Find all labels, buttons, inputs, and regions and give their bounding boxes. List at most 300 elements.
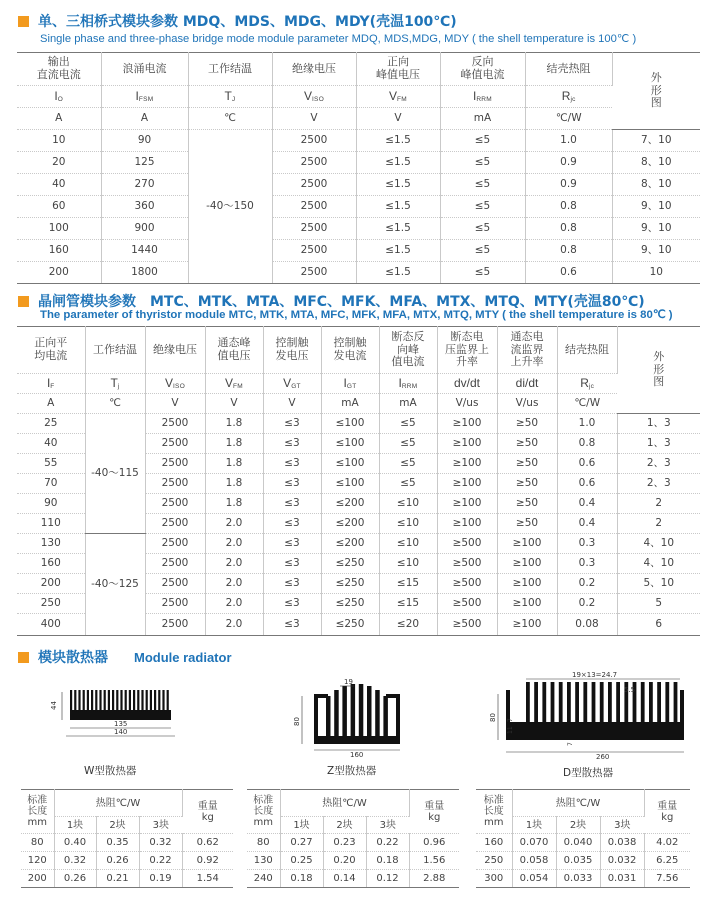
fin xyxy=(680,690,684,724)
symbol-dvdt: dv/dt xyxy=(437,374,497,394)
cell-r1: 0.18 xyxy=(280,870,323,888)
cell-r2: 0.035 xyxy=(556,852,600,870)
symbol-viso: VISO xyxy=(272,86,356,108)
cell-rjc: 0.8 xyxy=(525,240,612,262)
bridge-title-en: Single phase and three-phase bridge mode module parameter MDQ, MDS,MDG, MDY ( the shell temperature is 100℃ ) xyxy=(40,33,637,45)
col-header-vfm: 通态峰 值电压 xyxy=(205,327,263,374)
len-header xyxy=(247,790,280,834)
fin xyxy=(526,682,530,724)
radiator-section-title xyxy=(18,647,232,667)
cell-rjc: 0.2 xyxy=(557,574,617,594)
unit-viso: V xyxy=(145,394,205,414)
fin xyxy=(559,682,563,724)
unit-igt: mA xyxy=(321,394,379,414)
table-row xyxy=(21,834,233,852)
cell-r1: 0.070 xyxy=(512,834,556,852)
cell-rjc: 0.6 xyxy=(557,474,617,494)
fin xyxy=(375,690,380,736)
bridge-title-cn: 单、三相桥式模块参数 MDQ、MDS、MDG、MDY(壳温100℃) xyxy=(38,14,457,30)
cell-igt: ≤200 xyxy=(321,534,379,554)
unit-vgt: V xyxy=(263,394,321,414)
block-count-header: 1块 xyxy=(54,817,96,834)
cell-r2: 0.14 xyxy=(323,870,366,888)
block-count-header: 3块 xyxy=(366,817,409,834)
cell-wt: 0.62 xyxy=(182,834,233,852)
cell-dvdt: ≥500 xyxy=(437,594,497,614)
cell-irrm: ≤15 xyxy=(379,574,437,594)
cell-viso: 2500 xyxy=(272,174,356,196)
bullet-square-icon xyxy=(18,16,29,27)
thyristor-temp-range: -40～115 xyxy=(85,414,145,534)
cell-didt: ≥50 xyxy=(497,454,557,474)
len-header-line: mm xyxy=(253,817,273,828)
block-count-header: 3块 xyxy=(139,817,182,834)
cell-irrm: ≤5 xyxy=(379,434,437,454)
cell-rjc: 0.6 xyxy=(557,454,617,474)
fin xyxy=(154,690,156,712)
cell-viso: 2500 xyxy=(145,574,205,594)
cell-fig: 9、10 xyxy=(612,196,700,218)
fin xyxy=(158,690,160,712)
cell-if: 70 xyxy=(17,474,85,494)
w-radiator-caption: W型散热器 xyxy=(84,765,137,777)
table-row xyxy=(21,852,233,870)
cell-viso: 2500 xyxy=(145,594,205,614)
cell-ifsm: 1800 xyxy=(101,262,188,284)
symbol-vfm: VFM xyxy=(205,374,263,394)
d-dim-pitch: 5.5 xyxy=(624,686,636,694)
col-header-rjc: 结壳热阻 xyxy=(557,327,617,374)
cell-igt: ≤200 xyxy=(321,514,379,534)
unit-irrm: mA xyxy=(440,108,525,130)
cell-r1: 0.40 xyxy=(54,834,96,852)
len-header-line: mm xyxy=(484,817,504,828)
fin xyxy=(78,690,80,712)
d-dim-c: 7 xyxy=(567,742,574,746)
fin xyxy=(674,682,678,724)
d-radiator-table xyxy=(476,789,690,888)
cell-rjc: 0.3 xyxy=(557,554,617,574)
cell-didt: ≥100 xyxy=(497,534,557,554)
fin xyxy=(74,690,76,712)
thyristor-title-en: The parameter of thyristor module MTC, MTK, MTA, MFC, MFK, MFA, MTX, MTQ, MTY ( the shell temperature is 80℃ ) xyxy=(40,309,673,321)
len-header-line: 长度 xyxy=(27,806,48,817)
cell-r3: 0.032 xyxy=(600,852,644,870)
weight-label: 重量 xyxy=(424,800,445,812)
resistance-header: 热阻℃/W xyxy=(280,790,409,817)
block-count-header: 3块 xyxy=(600,817,644,834)
cell-dvdt: ≥100 xyxy=(437,414,497,434)
z-dim-w: 160 xyxy=(350,751,364,759)
cell-vfm: 2.0 xyxy=(205,554,263,574)
unit-vfm: V xyxy=(356,108,440,130)
fin xyxy=(367,686,372,736)
cell-viso: 2500 xyxy=(272,130,356,152)
cell-vfm: 2.0 xyxy=(205,614,263,636)
cell-io: 60 xyxy=(17,196,101,218)
fin xyxy=(112,690,114,712)
fin xyxy=(342,686,347,736)
radiator-title-cn: 模块散热器 xyxy=(38,650,108,666)
cell-io: 100 xyxy=(17,218,101,240)
symbol-tj: Tj xyxy=(85,374,145,394)
cell-fig: 6 xyxy=(617,614,700,636)
d-radiator-drawing xyxy=(486,672,696,764)
z-radiator-shape xyxy=(314,684,400,744)
cell-didt: ≥100 xyxy=(497,554,557,574)
fin xyxy=(396,694,400,738)
cell-igt: ≤100 xyxy=(321,414,379,434)
cell-irrm: ≤5 xyxy=(440,130,525,152)
cell-io: 40 xyxy=(17,174,101,196)
cell-vfm: 1.8 xyxy=(205,414,263,434)
weight-label: 重量 xyxy=(657,800,678,812)
fin xyxy=(649,682,653,724)
fin xyxy=(150,690,152,712)
col-header-igt: 控制触 发电流 xyxy=(321,327,379,374)
cell-dvdt: ≥500 xyxy=(437,574,497,594)
fin xyxy=(665,682,669,724)
col-header-didt: 通态电 流监界 上升率 xyxy=(497,327,557,374)
cell-if: 200 xyxy=(17,574,85,594)
cell-ifsm: 125 xyxy=(101,152,188,174)
d-radiator-caption: D型散热器 xyxy=(563,767,614,779)
w-dim-w1: 135 xyxy=(114,720,128,728)
cell-irrm: ≤20 xyxy=(379,614,437,636)
cell-r2: 0.35 xyxy=(96,834,139,852)
cell-len: 250 xyxy=(476,852,512,870)
radiator-title-en: Module radiator xyxy=(134,649,232,665)
cell-vfm: ≤1.5 xyxy=(356,196,440,218)
resistance-header: 热阻℃/W xyxy=(512,790,644,817)
fin xyxy=(567,682,571,724)
fin xyxy=(125,690,127,712)
cell-didt: ≥50 xyxy=(497,494,557,514)
cell-if: 400 xyxy=(17,614,85,636)
cell-r3: 0.031 xyxy=(600,870,644,888)
w-radiator-shape xyxy=(70,690,171,720)
cell-irrm: ≤5 xyxy=(440,218,525,240)
cell-if: 130 xyxy=(17,534,85,554)
symbol-rjc: Rjc xyxy=(525,86,612,108)
cell-fig: 2、3 xyxy=(617,454,700,474)
symbol-irrm: IRRM xyxy=(379,374,437,394)
cell-didt: ≥100 xyxy=(497,614,557,636)
cell-viso: 2500 xyxy=(145,454,205,474)
cell-viso: 2500 xyxy=(272,240,356,262)
weight-label: 重量 xyxy=(197,800,218,812)
cell-vgt: ≤3 xyxy=(263,614,321,636)
cell-rjc: 0.8 xyxy=(525,218,612,240)
resistance-header: 热阻℃/W xyxy=(54,790,182,817)
weight-unit: kg xyxy=(201,811,214,823)
table-row xyxy=(247,852,459,870)
fin xyxy=(600,682,604,724)
cell-irrm: ≤5 xyxy=(379,414,437,434)
symbol-tj: TJ xyxy=(188,86,272,108)
fin xyxy=(592,682,596,724)
cell-irrm: ≤5 xyxy=(379,454,437,474)
symbol-vgt: VGT xyxy=(263,374,321,394)
fin xyxy=(141,690,143,712)
col-header-irrm: 断态反 向峰 值电流 xyxy=(379,327,437,374)
cell-vgt: ≤3 xyxy=(263,414,321,434)
cell-wt: 6.25 xyxy=(644,852,690,870)
cell-ifsm: 360 xyxy=(101,196,188,218)
cell-r2: 0.21 xyxy=(96,870,139,888)
fin xyxy=(129,690,131,712)
cell-viso: 2500 xyxy=(145,414,205,434)
cell-vgt: ≤3 xyxy=(263,494,321,514)
cell-igt: ≤250 xyxy=(321,574,379,594)
cell-dvdt: ≥100 xyxy=(437,494,497,514)
symbol-vfm: VFM xyxy=(356,86,440,108)
cell-ifsm: 900 xyxy=(101,218,188,240)
col-header-figure: 外 形 图 xyxy=(612,53,700,130)
cell-viso: 2500 xyxy=(272,196,356,218)
cell-fig: 9、10 xyxy=(612,218,700,240)
col-header-tj: 工作结温 xyxy=(188,53,272,86)
fin xyxy=(314,694,328,698)
unit-didt: V/us xyxy=(497,394,557,414)
cell-irrm: ≤10 xyxy=(379,494,437,514)
cell-vfm: 1.8 xyxy=(205,454,263,474)
cell-vgt: ≤3 xyxy=(263,474,321,494)
cell-if: 160 xyxy=(17,554,85,574)
cell-didt: ≥100 xyxy=(497,574,557,594)
cell-didt: ≥50 xyxy=(497,514,557,534)
fin xyxy=(83,690,85,712)
col-header-tj: 工作结温 xyxy=(85,327,145,374)
cell-io: 20 xyxy=(17,152,101,174)
block-count-header: 2块 xyxy=(96,817,139,834)
cell-irrm: ≤5 xyxy=(440,262,525,284)
bridge-temp-range: -40～150 xyxy=(188,130,272,284)
unit-dvdt: V/us xyxy=(437,394,497,414)
cell-ifsm: 90 xyxy=(101,130,188,152)
unit-io: A xyxy=(17,108,101,130)
block-count-header: 2块 xyxy=(323,817,366,834)
col-header-vfm: 正向 峰值电压 xyxy=(356,53,440,86)
cell-rjc: 0.08 xyxy=(557,614,617,636)
len-header-line: 标准 xyxy=(27,795,48,806)
cell-rjc: 0.2 xyxy=(557,594,617,614)
cell-fig: 4、10 xyxy=(617,554,700,574)
d-dim-top: 19×13=24.7 xyxy=(572,671,618,679)
cell-vfm: ≤1.5 xyxy=(356,130,440,152)
table-row xyxy=(476,852,690,870)
fin xyxy=(108,690,110,712)
cell-r2: 0.20 xyxy=(323,852,366,870)
cell-io: 200 xyxy=(17,262,101,284)
cell-irrm: ≤10 xyxy=(379,514,437,534)
len-header xyxy=(476,790,512,834)
cell-vfm: 1.8 xyxy=(205,474,263,494)
unit-vfm: V xyxy=(205,394,263,414)
cell-wt: 0.92 xyxy=(182,852,233,870)
cell-vfm: 1.8 xyxy=(205,434,263,454)
unit-tj: ℃ xyxy=(188,108,272,130)
cell-fig: 1、3 xyxy=(617,414,700,434)
cell-rjc: 0.9 xyxy=(525,174,612,196)
cell-irrm: ≤5 xyxy=(440,174,525,196)
cell-igt: ≤100 xyxy=(321,434,379,454)
cell-igt: ≤250 xyxy=(321,594,379,614)
weight-unit: kg xyxy=(428,811,441,823)
cell-vfm: 2.0 xyxy=(205,534,263,554)
cell-r1: 0.25 xyxy=(280,852,323,870)
cell-vgt: ≤3 xyxy=(263,454,321,474)
fin xyxy=(99,690,101,712)
cell-irrm: ≤5 xyxy=(440,196,525,218)
fin xyxy=(608,682,612,724)
cell-r2: 0.26 xyxy=(96,852,139,870)
cell-igt: ≤200 xyxy=(321,494,379,514)
cell-dvdt: ≥100 xyxy=(437,454,497,474)
unit-irrm: mA xyxy=(379,394,437,414)
fin xyxy=(314,694,318,738)
col-header-figure: 外 形 图 xyxy=(617,327,700,414)
cell-ifsm: 270 xyxy=(101,174,188,196)
thyristor-param-table xyxy=(17,326,700,636)
cell-fig: 2 xyxy=(617,514,700,534)
cell-fig: 2 xyxy=(617,494,700,514)
cell-r3: 0.038 xyxy=(600,834,644,852)
fin xyxy=(91,690,93,712)
cell-ifsm: 1440 xyxy=(101,240,188,262)
cell-fig: 1、3 xyxy=(617,434,700,454)
cell-irrm: ≤10 xyxy=(379,554,437,574)
cell-rjc: 0.8 xyxy=(525,196,612,218)
fin xyxy=(70,690,72,712)
cell-wt: 1.56 xyxy=(409,852,459,870)
cell-fig: 10 xyxy=(612,262,700,284)
cell-vgt: ≤3 xyxy=(263,554,321,574)
col-header-rjc: 结壳热阻 xyxy=(525,53,612,86)
cell-vfm: 2.0 xyxy=(205,574,263,594)
cell-r1: 0.26 xyxy=(54,870,96,888)
bridge-param-table xyxy=(17,52,700,284)
fin xyxy=(641,682,645,724)
col-header-dvdt: 断态电 压监界上 升率 xyxy=(437,327,497,374)
cell-fig: 4、10 xyxy=(617,534,700,554)
cell-viso: 2500 xyxy=(272,152,356,174)
cell-dvdt: ≥100 xyxy=(437,474,497,494)
cell-io: 10 xyxy=(17,130,101,152)
weight-header xyxy=(182,790,233,834)
cell-io: 160 xyxy=(17,240,101,262)
cell-rjc: 1.0 xyxy=(525,130,612,152)
cell-viso: 2500 xyxy=(145,434,205,454)
symbol-io: IO xyxy=(17,86,101,108)
thyristor-temp-range: -40～125 xyxy=(85,534,145,636)
table-row xyxy=(247,870,459,888)
cell-viso: 2500 xyxy=(145,534,205,554)
cell-if: 110 xyxy=(17,514,85,534)
unit-if: A xyxy=(17,394,85,414)
cell-viso: 2500 xyxy=(145,614,205,636)
cell-r2: 0.040 xyxy=(556,834,600,852)
table-row xyxy=(17,414,700,434)
cell-dvdt: ≥500 xyxy=(437,614,497,636)
cell-viso: 2500 xyxy=(145,514,205,534)
cell-len: 80 xyxy=(21,834,54,852)
table-row xyxy=(476,870,690,888)
d-dim-h: 80 xyxy=(489,713,497,722)
cell-len: 160 xyxy=(476,834,512,852)
symbol-irrm: IRRM xyxy=(440,86,525,108)
cell-rjc: 0.4 xyxy=(557,514,617,534)
cell-didt: ≥50 xyxy=(497,474,557,494)
cell-dvdt: ≥100 xyxy=(437,434,497,454)
cell-igt: ≤250 xyxy=(321,554,379,574)
fin xyxy=(551,682,555,724)
unit-rjc: ℃/W xyxy=(525,108,612,130)
cell-if: 250 xyxy=(17,594,85,614)
unit-tj: ℃ xyxy=(85,394,145,414)
len-header xyxy=(21,790,54,834)
fin xyxy=(351,684,356,736)
weight-header xyxy=(409,790,459,834)
len-header-line: 长度 xyxy=(253,806,274,817)
d-radiator-shape xyxy=(506,682,684,740)
cell-igt: ≤100 xyxy=(321,454,379,474)
table-row xyxy=(17,240,700,262)
cell-dvdt: ≥500 xyxy=(437,554,497,574)
cell-wt: 0.96 xyxy=(409,834,459,852)
cell-didt: ≥100 xyxy=(497,594,557,614)
cell-vfm: ≤1.5 xyxy=(356,262,440,284)
z-dim-top: 19 xyxy=(344,678,353,686)
fin xyxy=(534,682,538,724)
cell-fig: 8、10 xyxy=(612,174,700,196)
table-row xyxy=(17,130,700,152)
block-count-header: 1块 xyxy=(280,817,323,834)
cell-vfm: ≤1.5 xyxy=(356,218,440,240)
cell-vgt: ≤3 xyxy=(263,514,321,534)
cell-r3: 0.22 xyxy=(139,852,182,870)
bullet-square-icon xyxy=(18,296,29,307)
cell-igt: ≤250 xyxy=(321,614,379,636)
cell-vfm: ≤1.5 xyxy=(356,152,440,174)
fin xyxy=(542,682,546,724)
fin xyxy=(383,696,388,736)
cell-if: 40 xyxy=(17,434,85,454)
cell-viso: 2500 xyxy=(145,494,205,514)
cell-dvdt: ≥100 xyxy=(437,514,497,534)
cell-vfm: ≤1.5 xyxy=(356,174,440,196)
cell-irrm: ≤5 xyxy=(440,240,525,262)
cell-rjc: 1.0 xyxy=(557,414,617,434)
cell-vgt: ≤3 xyxy=(263,434,321,454)
cell-irrm: ≤10 xyxy=(379,534,437,554)
block-count-header: 1块 xyxy=(512,817,556,834)
cell-len: 130 xyxy=(247,852,280,870)
fin xyxy=(133,690,135,712)
d-dim-b: 11 xyxy=(507,726,514,734)
thyristor-title-cn: 晶闸管模块参数 MTC、MTK、MTA、MFC、MFK、MFA、MTX、MTQ、MTY(壳温80℃) xyxy=(38,294,645,310)
cell-fig: 8、10 xyxy=(612,152,700,174)
z-dim-h: 80 xyxy=(293,717,301,726)
len-header-line: 标准 xyxy=(253,795,274,806)
len-header-line: 长度 xyxy=(483,806,504,817)
fin xyxy=(116,690,118,712)
col-header-ifsm: 浪涌电流 xyxy=(101,53,188,86)
cell-if: 55 xyxy=(17,454,85,474)
table-row xyxy=(247,834,459,852)
fin xyxy=(95,690,97,712)
z-radiator-drawing xyxy=(290,678,420,760)
